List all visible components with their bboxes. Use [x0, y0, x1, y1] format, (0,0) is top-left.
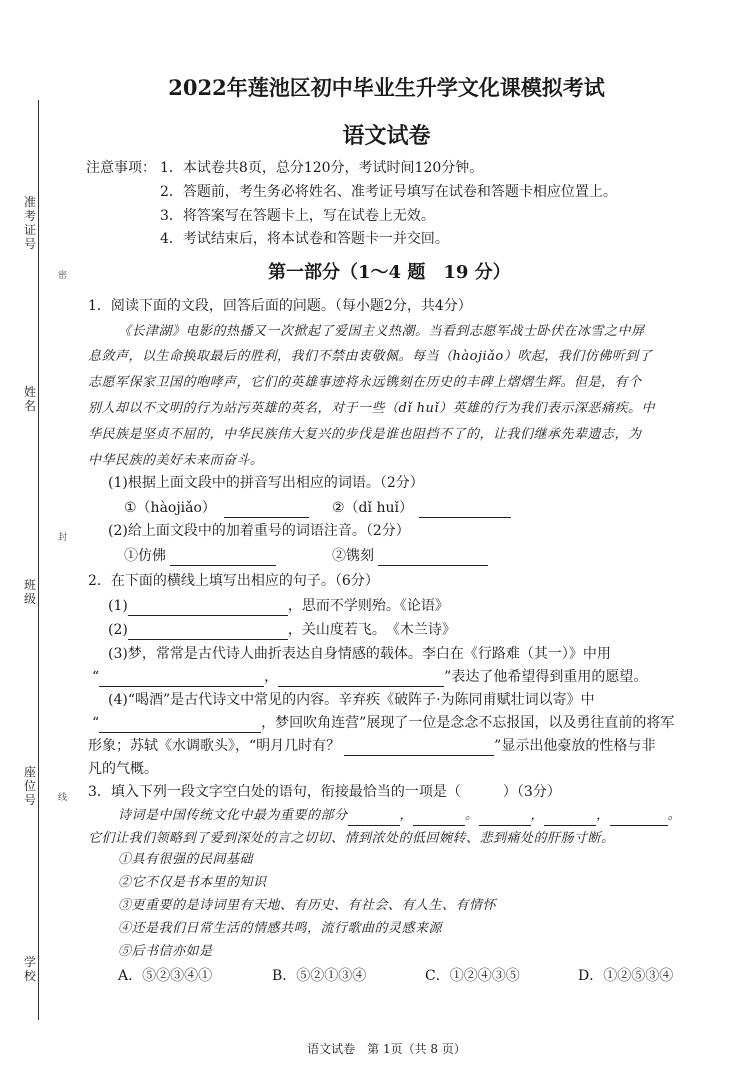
q2-line4d: 凡的气概。 [88, 761, 158, 777]
q2-l4b-post: ，梦回吹角连营”展现了一位是念念不忘报国，以及勇往直前的将军 [261, 715, 675, 731]
q1-passage-line: 息敛声，以生命换取最后的胜利，我们不禁由衷敬佩。每当（hàojiǎo）吹起，我们仿佛听到了 [88, 349, 653, 364]
q3-text-pre: 诗词是中国传统文化中最为重要的部分 [118, 808, 348, 823]
answer-blank[interactable] [278, 671, 444, 687]
q3-option: ①具有很强的民间基础 [118, 852, 254, 867]
fold-mark-xian: 线 [58, 793, 68, 803]
q2-line4b [92, 713, 674, 733]
q3-text: 诗词是中国传统文化中最为重要的部分 ， 。 ， ， 。 [118, 806, 681, 826]
q3-choice-d[interactable]: D．①②⑤③④ [578, 968, 674, 984]
answer-blank[interactable] [378, 550, 488, 566]
q3-choice-b[interactable]: B．⑤②①③④ [272, 968, 367, 984]
q1-sub2-b-label: ②镌刻 [332, 548, 374, 564]
margin-label-seat: 座位号 [23, 765, 36, 807]
answer-blank[interactable] [344, 740, 494, 756]
margin-label-name: 姓 名 [23, 385, 49, 413]
q2-l1-post: ，思而不学则殆。《论语》 [287, 598, 449, 614]
q1-sub1: (1)根据上面文段中的拼音写出相应的词语。（2分） [108, 475, 424, 491]
q1-sub2-a [124, 546, 276, 566]
q1-passage-line: 华民族是坚贞不屈的，中华民族伟大复兴的步伐是谁也阻挡不了的，让我们继承先辈遗志，为 [88, 427, 642, 442]
section-heading: 第一部分（1～4 题 19 分） [268, 262, 511, 283]
q2-l1-pre: (1) [108, 598, 128, 614]
q3-option: ⑤后书信亦如是 [118, 944, 213, 959]
q3-stem: 3．填入下列一段文字空白处的语句，衔接最恰当的一项是（ ）（3分） [88, 784, 561, 800]
page-title: 2022年莲池区初中毕业生升学文化课模拟考试 [168, 75, 605, 100]
answer-blank[interactable] [224, 502, 309, 518]
q2-line1 [108, 596, 449, 616]
q1-sub1-b-label: ②（dǐ huǐ） [332, 500, 413, 516]
answer-blank[interactable] [99, 717, 261, 733]
q2-line3: (3)梦，常常是古代诗人曲折表达自身情感的载体。李白在《行路难（其一）》中用 [108, 646, 611, 662]
page-subtitle: 语文试卷 [342, 123, 431, 149]
q2-line3b [92, 667, 647, 687]
q2-l4b-pre: “ [92, 715, 100, 731]
q1-passage-line: 《长津湖》电影的热播又一次掀起了爱国主义热潮。当看到志愿军战士卧伏在冰雪之中屏 [118, 324, 645, 339]
q2-l4c-pre: 形象；苏轼《水调歌头》，“明月几时有？ [88, 738, 341, 754]
note-item: 2．答题前，考生务必将姓名、准考证号填写在试卷和答题卡相应位置上。 [160, 184, 617, 200]
q3-choice-a[interactable]: A．⑤②③④① [118, 968, 213, 984]
margin-label-school: 学 校 [23, 955, 49, 983]
q1-sub2: (2)给上面文段中的加着重号的词语注音。（2分） [108, 523, 410, 539]
answer-blank[interactable] [479, 810, 531, 826]
note-item: 1．本试卷共8页，总分120分，考试时间120分钟。 [160, 160, 484, 176]
q2-l3b-post: ”表达了他希望得到重用的愿望。 [444, 669, 648, 685]
answer-blank[interactable] [99, 671, 264, 687]
q2-l2-pre: (2) [108, 622, 128, 638]
answer-blank[interactable] [128, 624, 288, 640]
q1-sub1-b [332, 498, 511, 518]
note-item: 4．考试结束后，将本试卷和答题卡一并交回。 [160, 231, 449, 247]
q2-l3b-mid: ， [264, 669, 279, 685]
q1-passage-line: 志愿军保家卫国的咆哮声，它们的英雄事迹将永远镌刻在历史的丰碑上熠熠生辉。但是，有个 [88, 375, 642, 390]
answer-blank[interactable] [413, 810, 465, 826]
answer-blank[interactable] [128, 600, 288, 616]
q1-sub2-b [332, 546, 488, 566]
q2-line4c [88, 736, 655, 756]
answer-blank[interactable] [544, 810, 596, 826]
q1-passage-line: 别人却以不文明的行为站污英雄的英名，对于一些（dǐ huǐ）英雄的行为我们表示深恶痛疾。中 [88, 401, 656, 416]
page-footer: 语文试卷 第 1页（共 8 页） [307, 1042, 466, 1056]
q2-l2-post: ，关山度若飞。 《木兰诗》 [287, 622, 456, 638]
margin-label-class: 班 级 [23, 578, 49, 606]
q3-text2: 它们让我们领略到了爱到深处的言之切切、情到浓处的低回婉转、悲到痛处的肝肠寸断。 [88, 831, 615, 846]
answer-blank[interactable] [170, 550, 276, 566]
q3-option: ④还是我们日常生活的情感共鸣，流行歌曲的灵感来源 [118, 921, 443, 936]
q1-passage-line: 中华民族的美好未来而奋斗。 [88, 453, 264, 468]
answer-blank[interactable] [348, 810, 400, 826]
answer-blank[interactable] [610, 810, 668, 826]
q3-option: ②它不仅是书本里的知识 [118, 875, 267, 890]
q3-choice-c[interactable]: C．①②④③⑤ [425, 968, 520, 984]
q2-l4c-post: ”显示出他豪放的性格与非 [494, 738, 656, 754]
margin-label-exam-id: 准考证号 [23, 195, 36, 251]
notes-label: 注意事项： [86, 160, 156, 176]
q3-option: ③更重要的是诗词里有天地、有历史、有社会、有人生、有情怀 [118, 898, 497, 913]
answer-blank[interactable] [419, 502, 511, 518]
q2-stem: 2．在下面的横线上填写出相应的句子。（6分） [88, 573, 379, 589]
q2-line2 [108, 620, 456, 640]
fold-mark-feng: 封 [58, 533, 68, 543]
q2-l3b-pre: “ [92, 669, 100, 685]
q2-line4: (4)“喝酒”是古代诗文中常见的内容。辛弃疾《破阵子·为陈同甫赋壮词以寄》中 [108, 692, 595, 708]
note-item: 3．将答案写在答题卡上，写在试卷上无效。 [160, 208, 435, 224]
q1-stem: 1．阅读下面的文段，回答后面的问题。（每小题2分，共4分） [88, 298, 472, 314]
q1-sub2-a-label: ①仿佛 [124, 548, 166, 564]
fold-mark-mi: 密 [58, 271, 68, 281]
q1-sub1-a [124, 498, 309, 518]
q1-sub1-a-label: ①（hàojiǎo） [124, 500, 216, 516]
